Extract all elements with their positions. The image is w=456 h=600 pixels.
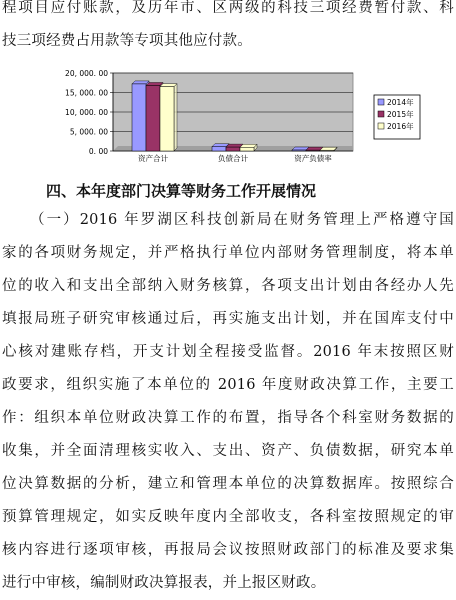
bar-top: [146, 82, 163, 85]
y-tick-label: 0. 00: [88, 147, 108, 156]
legend-label: 2015年: [387, 110, 414, 119]
bar-top: [212, 144, 229, 147]
legend-swatch: [378, 123, 384, 129]
intro-paragraph: [2, 0, 454, 58]
category-label: 资产负债率: [294, 154, 332, 163]
bar: [132, 84, 146, 151]
section-heading: 四、本年度部门决算等财务工作开展情况: [46, 182, 317, 200]
legend-swatch: [378, 111, 384, 117]
category-label: 负债合计: [218, 154, 248, 163]
body-line: 核内容进行逐项审核，再报局会议按照财政部门的标准及要求集: [2, 542, 454, 558]
bar: [212, 147, 226, 151]
intro-line: 技三项经费占用款等专项其他应付款。: [2, 33, 252, 49]
bar: [160, 87, 174, 151]
intro-line: 程项目应付账款，及历年市、区两级的科技三项经费暂付款、科: [2, 0, 454, 16]
body-paragraph: [2, 204, 454, 600]
body-line: 收集，并全面清理核实收入、支出、资产、负债数据，研究本单: [2, 443, 454, 459]
legend-label: 2016年: [387, 122, 414, 131]
category-label: 资产合计: [138, 154, 168, 163]
bar-top: [320, 147, 337, 150]
bar-top: [160, 84, 177, 87]
bar-top: [132, 81, 149, 84]
y-tick-label: 15, 000. 00: [65, 88, 108, 98]
y-tick-label: 10, 000. 00: [65, 108, 108, 117]
body-line: 位的收入和支出全部纳入财务核算，各项支出计划由各经办人先: [2, 278, 454, 294]
y-tick-label: 5, 000. 00: [69, 127, 108, 137]
body-line: 填报局班子研究审核通过后，再实施支出计划，并在国库支付中: [2, 311, 454, 327]
legend-label: 2014年: [387, 98, 414, 107]
body-line: 作：组织本单位财政决算工作的布置，指导各个科室财务数据的: [2, 410, 454, 426]
body-line: 家的各项财务规定，并严格执行单位内部财务管理制度，将本单: [2, 245, 454, 261]
bar: [240, 147, 254, 151]
body-line: 位决算数据的分析，建立和管理本单位的决算数据库。按照综合: [2, 476, 454, 492]
bar: [320, 150, 334, 151]
body-line: 进行中审核，编制财政决算报表，并上报区财政。: [2, 575, 326, 591]
y-tick-label: 20, 000. 00: [65, 69, 108, 78]
body-line: 政要求，组织实施了本单位的 2016 年度财政决算工作，主要工: [2, 377, 454, 393]
bar: [292, 150, 306, 151]
bar-side: [174, 84, 177, 151]
body-line: （一）2016 年罗湖区科技创新局在财务管理上严格遵守国: [30, 212, 454, 228]
bar: [146, 85, 160, 151]
balance-bar-chart: [58, 68, 426, 168]
body-line: 预算管理规定，如实反映年度内全部收支，各科室按照规定的审: [2, 509, 454, 525]
body-line: 心核对建账存档，开支计划全程接受监督。2016 年末按照区财: [2, 344, 454, 360]
legend-swatch: [378, 99, 384, 105]
bar: [226, 147, 240, 151]
bar-top: [240, 144, 257, 147]
chart-svg: [58, 68, 426, 168]
bar: [306, 150, 320, 151]
